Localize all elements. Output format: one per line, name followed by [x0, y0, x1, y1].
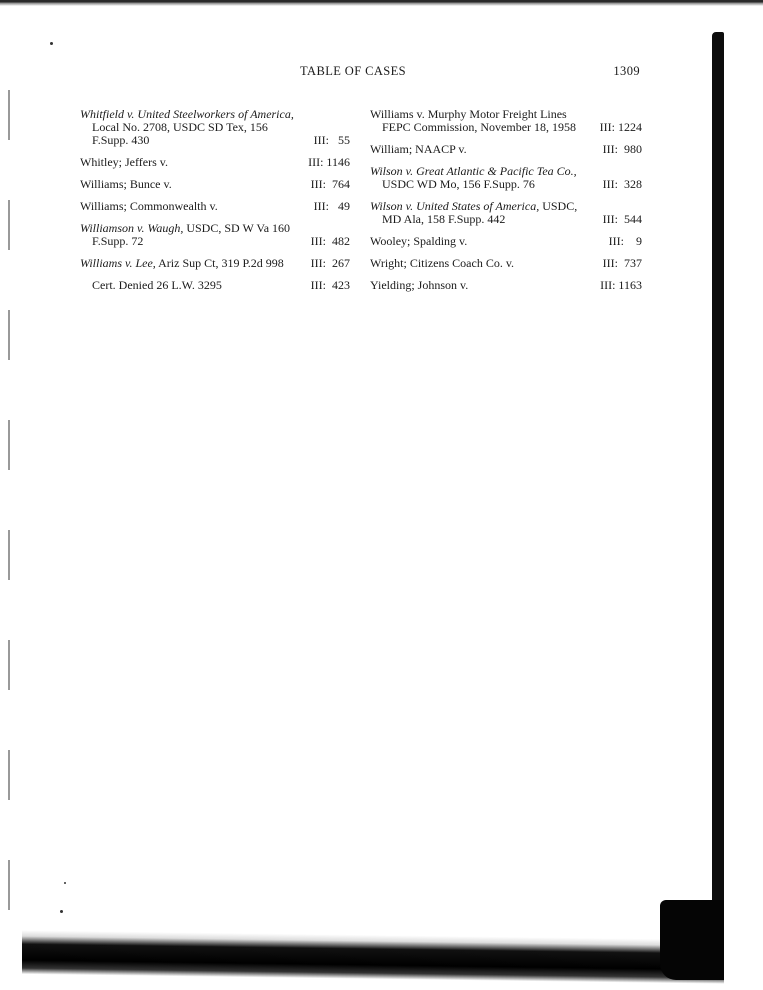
- case-name: [80, 279, 350, 292]
- case-entry: [370, 108, 642, 134]
- case-citation: USDC, SD W Va 160 F.Supp. 72: [92, 221, 291, 248]
- scan-bottom-shadow: [22, 930, 724, 984]
- case-entry: [370, 143, 642, 156]
- case-name: [370, 257, 642, 270]
- case-citation: William; NAACP v.: [370, 142, 467, 156]
- volume-page-reference: III: 764: [310, 177, 350, 191]
- volume-page-reference: III: 1146: [308, 155, 350, 169]
- scan-speck: [50, 42, 53, 45]
- case-entry: [370, 165, 642, 191]
- scan-binding-shadow: [712, 32, 724, 980]
- case-entry: [370, 200, 642, 226]
- case-name: [370, 165, 642, 191]
- case-name: [370, 200, 642, 226]
- case-citation: Local No. 2708, USDC SD Tex, 156 F.Supp. 430: [92, 120, 268, 147]
- volume-page-reference: III: 267: [310, 256, 350, 270]
- case-entry: [80, 178, 350, 191]
- case-citation: Williams; Bunce v.: [80, 177, 172, 191]
- case-citation: Yielding; Johnson v.: [370, 278, 469, 292]
- volume-page-reference: III: 482: [310, 234, 350, 248]
- scan-corner-shadow: [660, 900, 724, 980]
- volume-page-reference: III: 55: [313, 133, 350, 147]
- case-entry: [80, 222, 350, 248]
- volume-page-reference: III: 980: [602, 142, 642, 156]
- page-title: TABLE OF CASES: [300, 64, 407, 78]
- scan-top-edge: [0, 0, 763, 8]
- case-name: [370, 143, 642, 156]
- case-title-italic: Whitfield v. United Steelworkers of America,: [80, 107, 294, 121]
- case-entry: [80, 279, 350, 292]
- case-entry: [370, 279, 642, 292]
- right-column: [370, 108, 642, 301]
- case-name: [80, 222, 350, 248]
- scan-left-edge: [8, 30, 10, 910]
- case-entry: [370, 235, 642, 248]
- case-name: [80, 108, 350, 147]
- case-entry: [80, 108, 350, 147]
- page-header: [80, 64, 642, 82]
- case-title-italic: Williams v. Lee,: [80, 256, 156, 270]
- scan-speck: [60, 910, 63, 913]
- case-entry: [80, 156, 350, 169]
- case-citation: Whitley; Jeffers v.: [80, 155, 168, 169]
- case-citation: Williams v. Murphy Motor Freight Lines FEPC Commission, November 18, 1958: [370, 107, 577, 134]
- volume-page-reference: III: 544: [602, 212, 642, 226]
- case-entry: [80, 200, 350, 213]
- left-column: [80, 108, 350, 301]
- case-citation: Ariz Sup Ct, 319 P.2d 998: [155, 256, 284, 270]
- scan-speck: [64, 882, 66, 884]
- volume-page-reference: III: 1163: [600, 278, 642, 292]
- case-entry: [80, 257, 350, 270]
- volume-page-reference: III: 423: [310, 278, 350, 292]
- volume-page-reference: III: 328: [602, 177, 642, 191]
- case-citation: Wooley; Spalding v.: [370, 234, 468, 248]
- case-name: [370, 235, 642, 248]
- page-number: 1309: [613, 64, 640, 78]
- case-title-italic: Wilson v. Great Atlantic & Pacific Tea Co.,: [370, 164, 577, 178]
- case-citation: Cert. Denied 26 L.W. 3295: [92, 278, 222, 292]
- case-title-italic: Wilson v. United States of America,: [370, 199, 540, 213]
- case-citation: USDC, MD Ala, 158 F.Supp. 442: [382, 199, 578, 226]
- volume-page-reference: III: 49: [313, 199, 350, 213]
- volume-page-reference: III: 9: [608, 234, 642, 248]
- case-citation: Wright; Citizens Coach Co. v.: [370, 256, 515, 270]
- case-citation: Williams; Commonwealth v.: [80, 199, 218, 213]
- case-entry: [370, 257, 642, 270]
- case-name: [80, 257, 350, 270]
- case-name: [80, 178, 350, 191]
- volume-page-reference: III: 1224: [599, 120, 642, 134]
- volume-page-reference: III: 737: [602, 256, 642, 270]
- case-title-italic: Williamson v. Waugh,: [80, 221, 184, 235]
- case-name: [80, 200, 350, 213]
- case-citation: USDC WD Mo, 156 F.Supp. 76: [382, 177, 535, 191]
